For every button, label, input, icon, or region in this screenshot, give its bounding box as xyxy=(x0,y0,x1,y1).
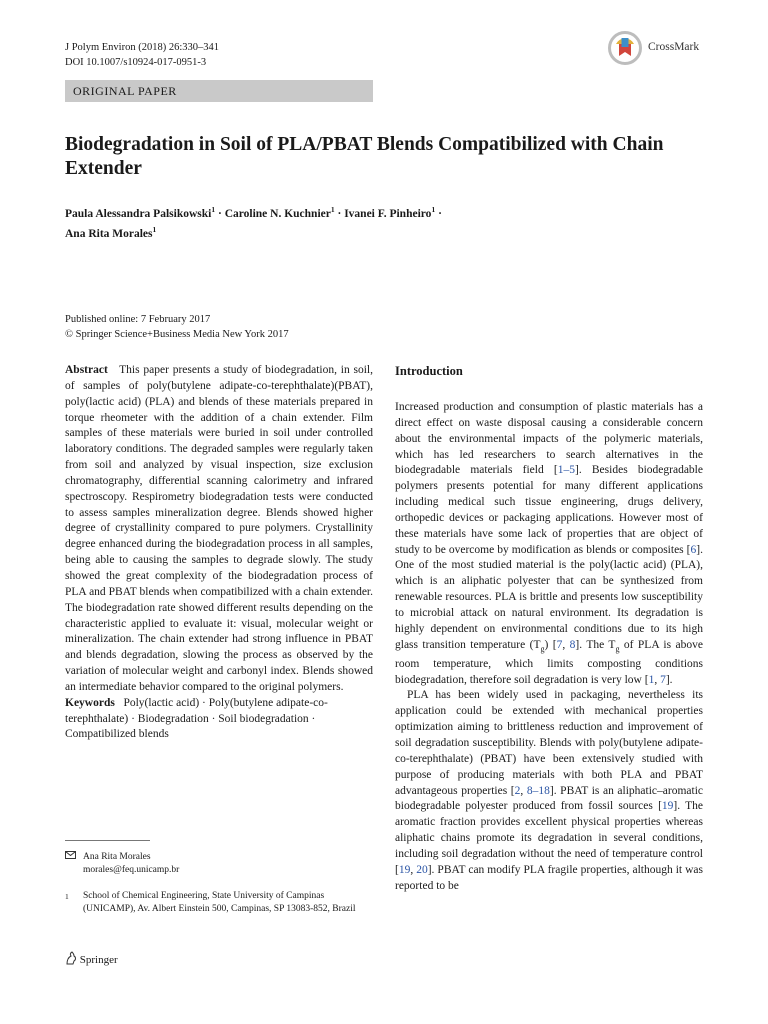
journal-citation: J Polym Environ (2018) 26:330–341 xyxy=(65,42,219,53)
copyright-notice: © Springer Science+Business Media New York 2017 xyxy=(65,329,289,340)
paper-title: Biodegradation in Soil of PLA/PBAT Blends Compatibilized with Chain Extender xyxy=(65,134,664,179)
keywords-text: Poly(lactic acid) · Poly(butylene adipate-co-terephthalate) · Biodegradation · Soil biodegradation · Compatibilized blends xyxy=(65,696,328,741)
affiliation-number: 1 xyxy=(65,892,69,901)
abstract-paragraph xyxy=(65,363,373,696)
subscript: g xyxy=(540,643,545,653)
subscript: g xyxy=(615,643,620,653)
text-run: ]. Besides biodegradable polymers presents potential for many different applications including medical such tissue engineering, drugs delivery, orthopedic devices or packaging applications. However most of these materials have some lack of properties that are object of study to be overcome by modification as blends or composites [ xyxy=(395,464,703,556)
crossmark-icon xyxy=(608,31,642,65)
crossmark-label: CrossMark xyxy=(648,41,700,53)
published-date: Published online: 7 February 2017 xyxy=(65,314,211,325)
intro-paragraph-1 xyxy=(395,400,703,688)
publisher-mark xyxy=(65,951,118,968)
envelope-icon xyxy=(65,851,76,864)
citation-link[interactable]: 2 xyxy=(514,784,521,797)
text-run: of PLA is above room temperature, which limits composting conditions biodegradation, therefore soil degradation is very low [ xyxy=(395,638,703,686)
text-run: PLA has been widely used in packaging, nevertheless its application could be extended with mechanical properties optimization aiming to brittleness reduction and improvement of soil degradation susceptibility. Blends with poly(butylene adipate-co-terephthalate) (PBAT) have been extensively studied with purpose of producing materials with both PLA and PBAT advantageous properties [ xyxy=(395,689,703,797)
crossmark-badge[interactable] xyxy=(608,31,728,67)
text-run: Increased production and consumption of plastic materials has a direct effect on waste disposal causing a considerable concern about the environmental impacts of the polymeric materials, which has led researchers to search alternatives in the biodegradable materials field [ xyxy=(395,401,703,477)
citation-link[interactable]: 6 xyxy=(690,543,697,556)
affiliation-mark: 1 xyxy=(211,205,216,214)
author-name[interactable]: Paula Alessandra Palsikowski xyxy=(65,207,212,220)
doi[interactable]: DOI 10.1007/s10924-017-0951-3 xyxy=(65,57,207,68)
text-run: ]. The T xyxy=(575,638,616,651)
citation-link[interactable]: 1 xyxy=(648,673,655,686)
affiliation-mark: 1 xyxy=(152,224,157,234)
introduction-section xyxy=(395,363,703,894)
author-name[interactable]: Caroline N. Kuchnier xyxy=(224,207,331,220)
contact-name: Ana Rita Morales xyxy=(83,852,151,862)
publisher-name: Springer xyxy=(79,954,118,966)
text-run: ]. PBAT is an aliphatic–aromatic biodegradable polyester produced from fossil sources [ xyxy=(395,784,704,813)
author-name[interactable]: Ivanei F. Pinheiro xyxy=(344,207,432,220)
citation-link[interactable]: 1–5 xyxy=(557,464,575,477)
footnote-divider xyxy=(65,840,150,841)
text-run: ]. The aromatic fraction provides excellent physical properties whereas aliphatic chains promote its degradation in several conditions, including soil degradation without the need of temperature control [ xyxy=(395,800,703,876)
text-run: , xyxy=(562,638,570,651)
affiliation-note xyxy=(65,890,373,932)
text-run: ]. PBAT can modify PLA fragile properties, although it was reported to be xyxy=(395,863,703,892)
section-heading: Introduction xyxy=(395,364,463,378)
citation-link[interactable]: 8–18 xyxy=(526,784,550,797)
publication-info xyxy=(65,312,289,342)
citation-link[interactable]: 19 xyxy=(661,800,674,813)
intro-paragraph-2 xyxy=(395,688,703,894)
affiliation-mark: 1 xyxy=(330,205,335,214)
author-list: Paula Alessandra Palsikowski$^1$ · Caroline N. Kuchnier$^1$ · Ivanei F. Pinheiro$^1$ · Ana Rita Morales$^1$ xyxy=(65,205,442,240)
corresponding-author-note xyxy=(65,851,373,879)
text-run: , xyxy=(654,673,661,686)
citation-link[interactable]: 20 xyxy=(416,863,428,876)
springer-horse-icon xyxy=(65,951,77,965)
keywords-paragraph xyxy=(65,696,373,744)
citation-link[interactable]: 19 xyxy=(398,863,411,876)
abstract-text: This paper presents a study of biodegradation, in soil, of samples of poly(butylene adipate-co-terephthalate)(PBAT), poly(lactic acid) (PLA) and blends of these materials prepared in torque rheometer with the addition of a chain extender. Film samples of these materials were buried in soil under controlled laboratory conditions. The degraded samples were regularly taken from soil and analyzed by visual inspection, size exclusion chromatography, differential scanning calorimetry and infrared spectroscopy. Respirometry biodegradation tests were conducted to assess samples mineralization degree. Blends showed higher degree of crystallinity compared to pure polymers. Crystallinity degree enhanced during the biodegradation process in all samples, being able to causing the samples to degrade slowly. The study showed the great complexity of the biodegradation process of PLA and PBAT blends when compatibilized with a chain extender. The biodegradation rate showed different results depending on the characteristic applied to evaluate it: visual, molecular weight or mineralization. The chain extender had strong influence in PBAT and blends degradation, slowing the process as observed by the variation of molecular weight and carbonyl index. Blends showed an intermediate behavior compared to the original polymers. xyxy=(65,364,373,693)
contact-email[interactable]: morales@feq.unicamp.br xyxy=(83,865,180,875)
text-run: , xyxy=(520,784,527,797)
keywords-label: Keywords xyxy=(65,696,115,709)
abstract-section xyxy=(65,363,373,743)
text-run: , xyxy=(410,863,417,876)
citation-link[interactable]: 7 xyxy=(556,638,563,651)
text-run: ]. xyxy=(665,673,673,686)
abstract-label: Abstract xyxy=(65,364,108,376)
author-name[interactable]: Ana Rita Morales xyxy=(65,227,153,240)
affiliation-mark: 1 xyxy=(431,205,436,214)
text-run: ) [ xyxy=(544,638,557,651)
article-type-banner: ORIGINAL PAPER xyxy=(65,80,373,102)
citation-link[interactable]: 8 xyxy=(569,638,576,651)
affiliation-text: School of Chemical Engineering, State University of Campinas (UNICAMP), Av. Albert Einstein 500, Campinas, SP 13083-852, Brazil xyxy=(83,891,356,914)
citation-link[interactable]: 7 xyxy=(660,673,666,686)
text-run: ]. One of the most studied material is the poly(lactic acid) (PLA), which is an aliphatic polyester that can be synthesized from renewable resources. PLA is brittle and presents low susceptibility to microbial attack on natural environment. Its degradation is highly dependent on environmental conditions due to its high glass transition temperature (T xyxy=(395,543,703,651)
